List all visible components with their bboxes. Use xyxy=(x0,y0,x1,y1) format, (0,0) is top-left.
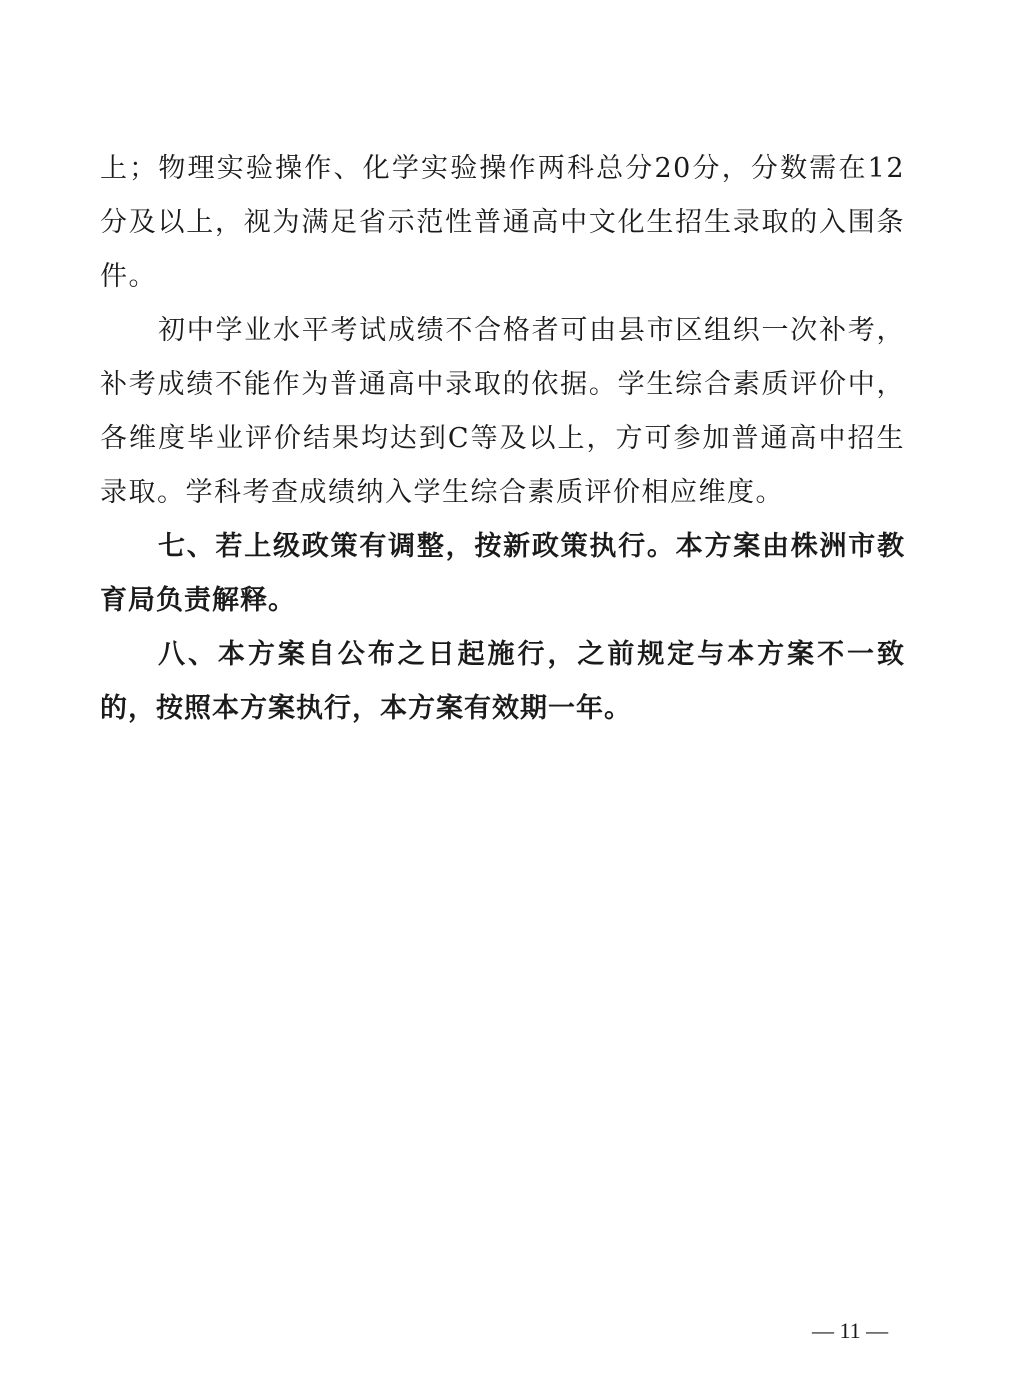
document-body xyxy=(100,142,905,736)
paragraph-exam-score-condition: 上；物理实验操作、化学实验操作两科总分20分，分数需在12分及以上，视为满足省示范性普通高中文化生招生录取的入围条件。 xyxy=(100,153,905,292)
paragraph-section-eight: 八、本方案自公布之日起施行，之前规定与本方案不一致的，按照本方案执行，本方案有效期一年。 xyxy=(100,639,905,724)
paragraph-makeup-exam: 初中学业水平考试成绩不合格者可由县市区组织一次补考，补考成绩不能作为普通高中录取的依据。学生综合素质评价中，各维度毕业评价结果均达到C等及以上，方可参加普通高中招生录取。学科考查成绩纳入学生综合素质评价相应维度。 xyxy=(100,315,905,508)
page-number: — 11 — xyxy=(812,1318,889,1343)
paragraph-section-seven: 七、若上级政策有调整，按新政策执行。本方案由株洲市教育局负责解释。 xyxy=(100,531,905,616)
